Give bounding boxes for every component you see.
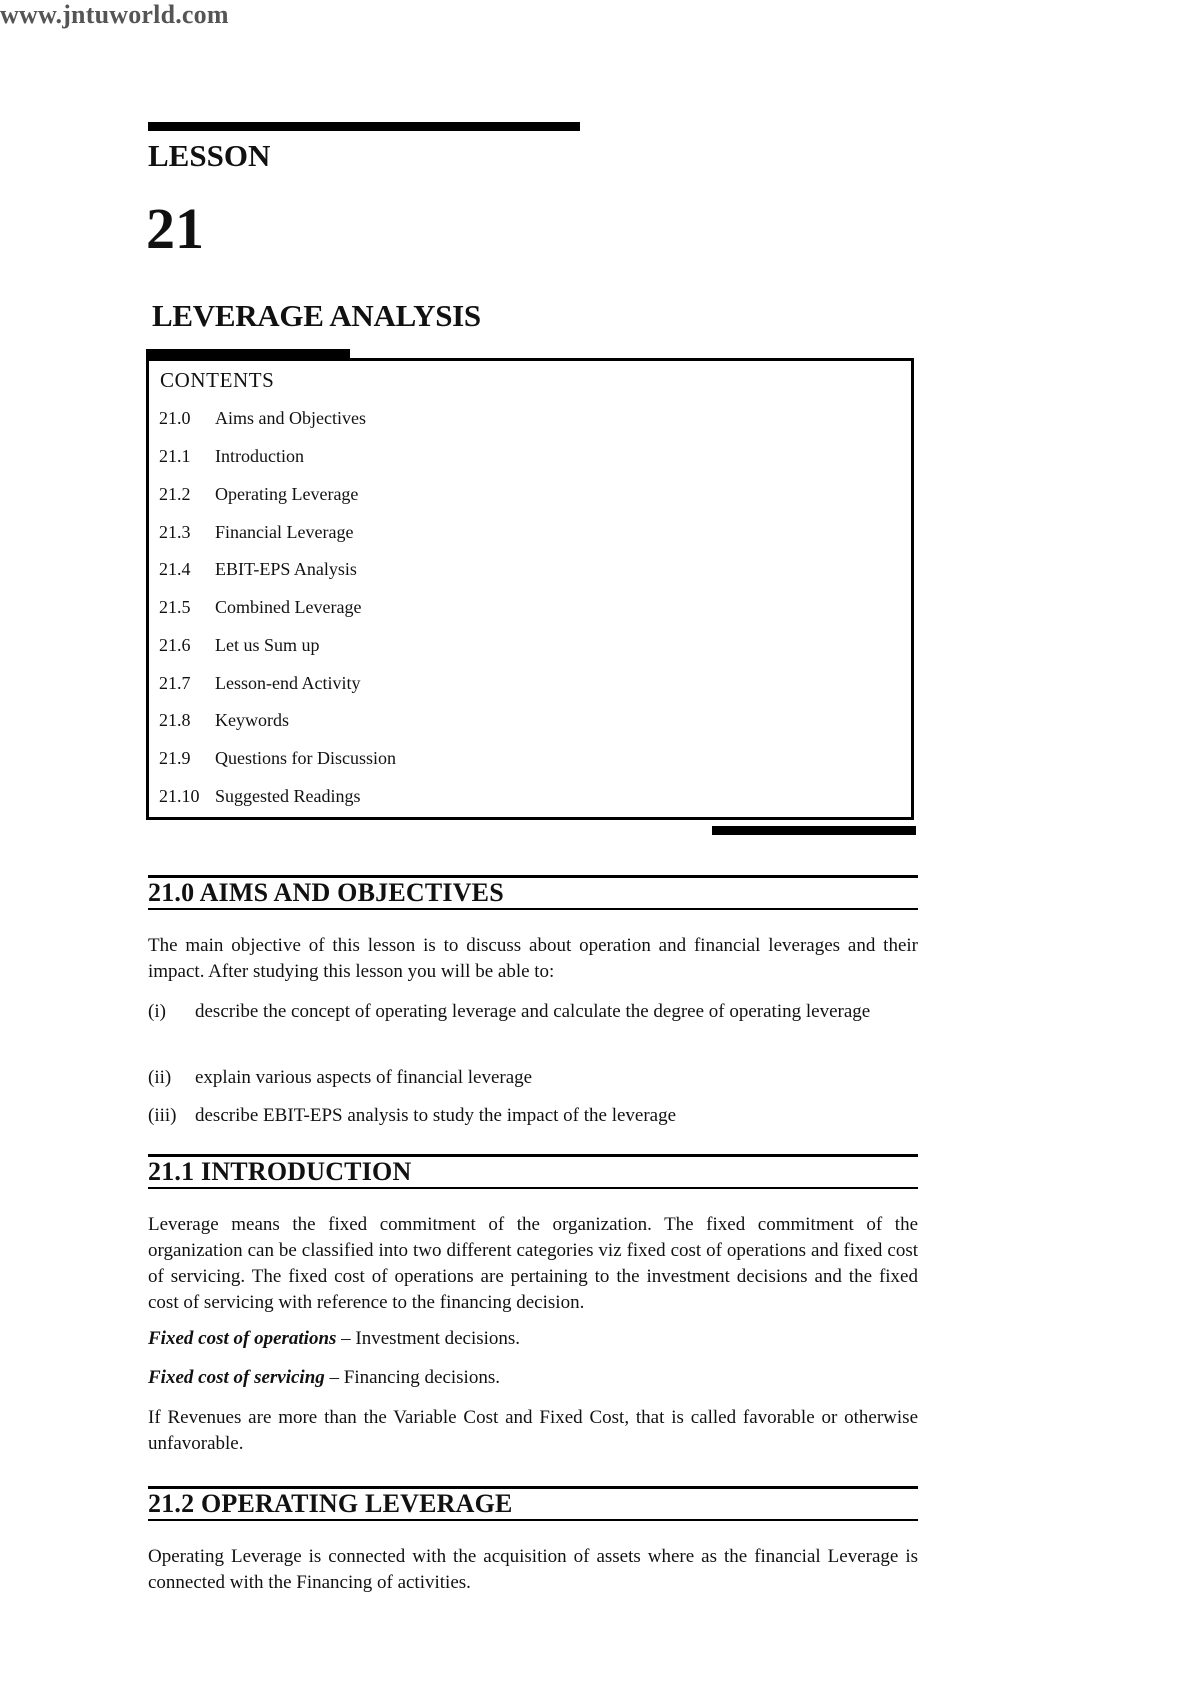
toc-item	[159, 446, 304, 467]
objective-text: describe EBIT-EPS analysis to study the impact of the leverage	[195, 1105, 677, 1126]
toc-item-number: 21.8	[159, 710, 191, 730]
toc-item-number: 21.9	[159, 748, 191, 768]
aims-intro-paragraph: The main objective of this lesson is to discuss about operation and financial leverages and their impact. After studying this lesson you will be able to:	[148, 935, 918, 982]
toc-item-title: Financial Leverage	[215, 522, 354, 542]
toc-item-title: Operating Leverage	[215, 484, 359, 504]
lesson-rule	[148, 122, 580, 131]
toc-item	[159, 748, 396, 769]
toc-item-title: Lesson-end Activity	[215, 673, 361, 693]
contents-box-accent-bottom	[712, 826, 916, 835]
toc-item-title: Let us Sum up	[215, 635, 320, 655]
section-heading-text: 21.1 INTRODUCTION	[148, 1157, 412, 1186]
toc-item-number: 21.0	[159, 408, 191, 428]
definition-term: Fixed cost of servicing	[148, 1367, 325, 1388]
toc-item	[159, 559, 357, 580]
definition-line-operations	[148, 1326, 918, 1352]
toc-item	[159, 522, 353, 543]
toc-item-title: Combined Leverage	[215, 597, 362, 617]
section-heading-introduction	[148, 1154, 918, 1189]
toc-item-number: 21.6	[159, 635, 191, 655]
section-heading-text: 21.0 AIMS AND OBJECTIVES	[148, 878, 504, 907]
watermark-url: www.jntuworld.com	[0, 0, 229, 29]
introduction-paragraph: Leverage means the fixed commitment of the organization. The fixed commitment of the organization can be classified into two different categories viz fixed cost of operations and fixed cost of servicing. The fixed cost of operations are pertaining to the investment decisions and the fixed cost of servicing with reference to the financing decision.	[148, 1214, 918, 1313]
toc-item-title: Questions for Discussion	[215, 748, 396, 768]
lesson-title: LEVERAGE ANALYSIS	[152, 298, 481, 333]
toc-item-title: Keywords	[215, 710, 289, 730]
toc-item	[159, 673, 360, 694]
toc-item-title: Suggested Readings	[215, 786, 361, 806]
toc-item-number: 21.10	[159, 786, 200, 806]
operating-leverage-paragraph: Operating Leverage is connected with the acquisition of assets where as the financial Leverage is connected with the Financing of activities.	[148, 1546, 918, 1593]
objective-item	[148, 999, 918, 1051]
objective-marker: (iii)	[148, 1105, 177, 1126]
toc-item	[159, 597, 361, 618]
toc-item-number: 21.5	[159, 597, 191, 617]
objective-text: explain various aspects of financial leverage	[195, 1067, 533, 1088]
objective-item	[148, 1065, 918, 1091]
lesson-number: 21	[146, 196, 204, 261]
contents-heading: CONTENTS	[160, 368, 275, 392]
section-heading-aims	[148, 875, 918, 910]
objective-marker: (i)	[148, 1001, 166, 1022]
toc-item	[159, 635, 320, 656]
toc-item	[159, 408, 366, 429]
toc-item-number: 21.2	[159, 484, 191, 504]
toc-item	[159, 786, 361, 807]
objective-text: describe the concept of operating leverage and calculate the degree of operating leverage	[195, 1001, 871, 1022]
objective-marker: (ii)	[148, 1067, 172, 1088]
toc-item	[159, 710, 289, 731]
definition-line-servicing	[148, 1365, 918, 1391]
section-heading-operating-leverage	[148, 1486, 918, 1521]
toc-item-title: EBIT-EPS Analysis	[215, 559, 357, 579]
toc-item-title: Introduction	[215, 446, 304, 466]
definition-text: – Investment decisions.	[336, 1328, 521, 1349]
toc-item-number: 21.1	[159, 446, 191, 466]
toc-item-number: 21.4	[159, 559, 191, 579]
toc-item-title: Aims and Objectives	[215, 408, 366, 428]
revenues-paragraph: If Revenues are more than the Variable Cost and Fixed Cost, that is called favorable or otherwise unfavorable.	[148, 1407, 918, 1454]
section-heading-text: 21.2 OPERATING LEVERAGE	[148, 1489, 513, 1518]
toc-item	[159, 484, 358, 505]
toc-item-number: 21.3	[159, 522, 191, 542]
contents-box-accent-top	[146, 349, 350, 358]
definition-term: Fixed cost of operations	[148, 1328, 337, 1349]
lesson-label: LESSON	[148, 138, 271, 173]
objective-item	[148, 1103, 918, 1129]
toc-item-number: 21.7	[159, 673, 191, 693]
definition-text: – Financing decisions.	[324, 1367, 500, 1388]
